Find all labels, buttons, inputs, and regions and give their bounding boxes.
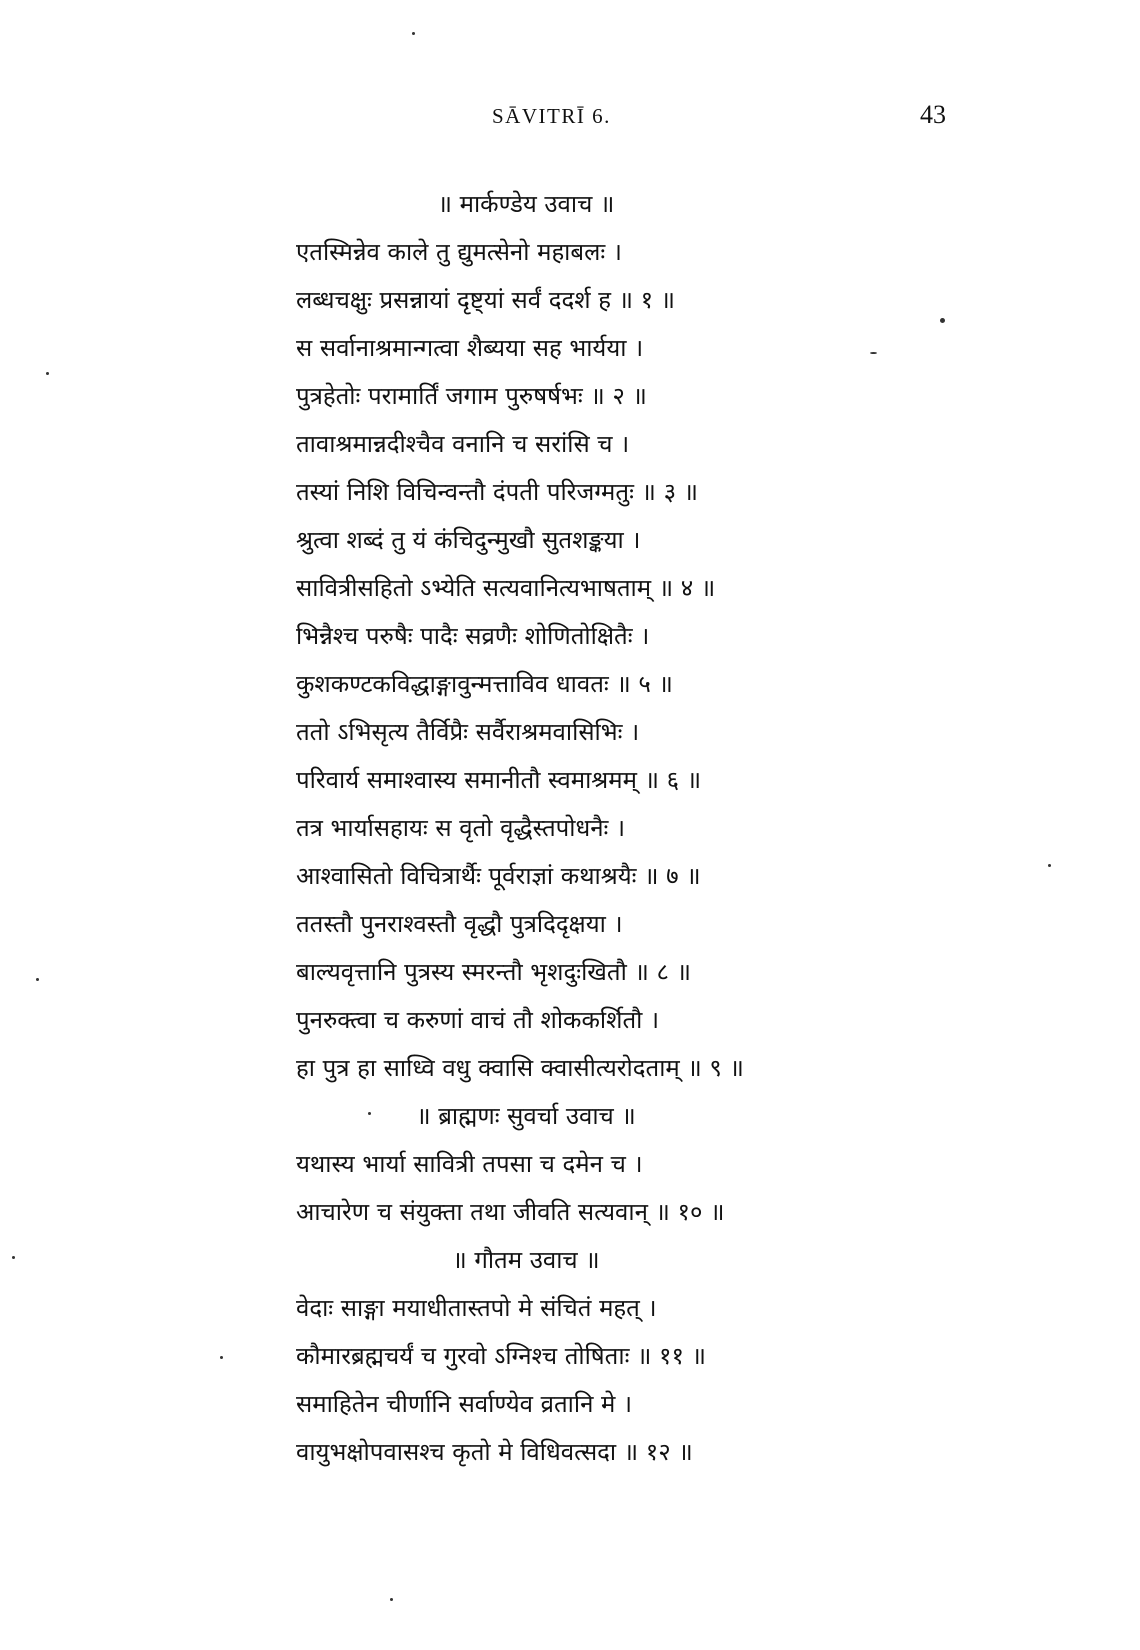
verse-line: तस्यां निशि विचिन्वन्तौ दंपती परिजग्मतुः ॥ ३ ॥ xyxy=(296,478,699,506)
verse-line: एतस्मिन्नेव काले तु द्युमत्सेनो महाबलः । xyxy=(296,238,622,266)
speaker-heading: ॥ गौतम उवाच ॥ xyxy=(452,1246,600,1274)
verse-line: श्रुत्वा शब्दं तु यं कंचिदुन्मुखौ सुतशङ्कया । xyxy=(296,526,641,554)
verse-line: हा पुत्र हा साध्वि वधु क्वासि क्वासीत्यरोदताम् ॥ ९ ॥ xyxy=(296,1054,744,1082)
verse-line: ततो ऽभिसृत्य तैर्विप्रैः सर्वैराश्रमवासिभिः । xyxy=(296,718,640,746)
verse-line: भिन्नैश्च परुषैः पादैः सव्रणैः शोणितोक्षितैः । xyxy=(296,622,650,650)
scan-speck xyxy=(1048,864,1051,867)
page-number: 43 xyxy=(920,100,946,129)
running-title: SĀVITRĪ 6. xyxy=(492,104,611,128)
verse-line: वायुभक्षोपवासश्च कृतो मे विधिवत्सदा ॥ १२ ॥ xyxy=(296,1438,693,1466)
verse-line: स सर्वानाश्रमान्गत्वा शैब्यया सह भार्यया । xyxy=(296,334,644,362)
scan-speck xyxy=(870,352,877,354)
verse-line: सावित्रीसहितो ऽभ्येति सत्यवानित्यभाषताम् ॥ ४ ॥ xyxy=(296,574,716,602)
verse-line: तावाश्रमान्नदीश्चैव वनानि च सरांसि च । xyxy=(296,430,630,458)
scan-speck xyxy=(940,318,945,323)
verse-line: परिवार्य समाश्वास्य समानीतौ स्वमाश्रमम् ॥ ६ ॥ xyxy=(296,766,702,794)
speaker-heading: ॥ ब्राह्मणः सुवर्चा उवाच ॥ xyxy=(416,1102,636,1130)
verse-line: आश्वासितो विचित्रार्थैः पूर्वराज्ञां कथाश्रयैः ॥ ७ ॥ xyxy=(296,862,701,890)
verse-line: तत्र भार्यासहायः स वृतो वृद्धैस्तपोधनैः । xyxy=(296,814,626,842)
scan-speck xyxy=(46,372,49,375)
running-head xyxy=(0,100,1140,140)
verse-line: पुनरुक्त्वा च करुणां वाचं तौ शोककर्शितौ । xyxy=(296,1006,660,1034)
scan-speck xyxy=(390,1598,393,1601)
scan-speck xyxy=(12,1256,15,1259)
verse-line: यथास्य भार्या सावित्री तपसा च दमेन च । xyxy=(296,1150,643,1178)
verse-line: समाहितेन चीर्णानि सर्वाण्येव व्रतानि मे । xyxy=(296,1390,633,1418)
scan-speck xyxy=(412,32,415,35)
scan-speck xyxy=(36,978,39,981)
verse-line: पुत्रहेतोः परामार्तिं जगाम पुरुषर्षभः ॥ २ ॥ xyxy=(296,382,647,410)
verse-line: कौमारब्रह्मचर्यं च गुरवो ऽग्निश्च तोषिताः ॥ ११ ॥ xyxy=(296,1342,707,1370)
speaker-heading: ॥ मार्कण्डेय उवाच ॥ xyxy=(437,190,615,218)
verse-line: आचारेण च संयुक्ता तथा जीवति सत्यवान् ॥ १० ॥ xyxy=(296,1198,725,1226)
verse-text-block xyxy=(296,180,836,1476)
verse-line: बाल्यवृत्तानि पुत्रस्य स्मरन्तौ भृशदुःखितौ ॥ ८ ॥ xyxy=(296,958,691,986)
scan-speck xyxy=(220,1356,223,1359)
verse-line: वेदाः साङ्गा मयाधीतास्तपो मे संचितं महत् । xyxy=(296,1294,657,1322)
verse-line: लब्धचक्षुः प्रसन्नायां दृष्ट्यां सर्वं ददर्श ह ॥ १ ॥ xyxy=(296,286,676,314)
scan-speck xyxy=(368,1112,371,1115)
verse-line: कुशकण्टकविद्धाङ्गावुन्मत्ताविव धावतः ॥ ५ ॥ xyxy=(296,670,673,698)
verse-line: ततस्तौ पुनराश्वस्तौ वृद्धौ पुत्रदिदृक्षया । xyxy=(296,910,623,938)
